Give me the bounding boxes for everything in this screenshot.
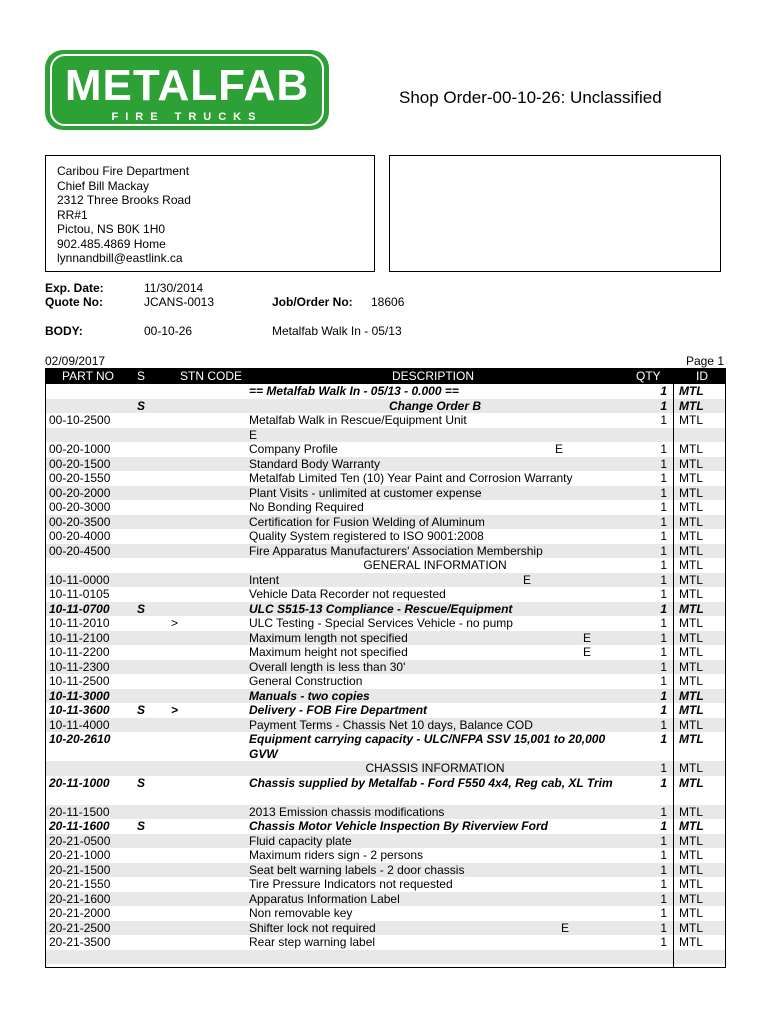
cell-qty: 1 xyxy=(660,674,667,688)
body-label: BODY: xyxy=(45,324,83,338)
cell-stn-code: > xyxy=(171,616,179,630)
table-row xyxy=(46,877,725,892)
cell-qty: 1 xyxy=(660,862,667,877)
cell-part-no: 20-21-2000 xyxy=(49,906,111,920)
cell-description: Payment Terms - Chassis Net 10 days, Balance COD xyxy=(249,717,533,732)
cell-qty: 1 xyxy=(660,717,667,732)
cell-qty: 1 xyxy=(660,877,667,891)
cell-qty: 1 xyxy=(660,558,667,572)
cell-part-no: 10-11-2100 xyxy=(49,630,110,645)
cell-qty: 1 xyxy=(660,514,667,529)
table-row xyxy=(46,732,725,761)
cell-part-no: 20-11-1500 xyxy=(49,804,110,819)
cell-id: MTL xyxy=(679,819,704,833)
table-row xyxy=(46,863,725,878)
cell-qty: 1 xyxy=(660,688,667,703)
cell-qty: 1 xyxy=(660,848,667,862)
cell-description: Non removable key xyxy=(249,906,353,920)
cell-description: Manuals - two copies xyxy=(249,688,370,703)
table-header xyxy=(46,369,725,384)
cell-stn-code: > xyxy=(171,703,179,717)
cell-qty: 1 xyxy=(660,906,667,920)
table-row xyxy=(46,660,725,675)
cell-qty: 1 xyxy=(660,485,667,500)
cell-description: Tire Pressure Indicators not requested xyxy=(249,877,453,891)
cell-part-no: 10-11-0700 xyxy=(49,601,110,616)
cell-id: MTL xyxy=(679,688,704,703)
cell-description: Maximum height not specified xyxy=(249,645,408,659)
metalfab-logo xyxy=(45,50,329,130)
page-number: Page 1 xyxy=(685,354,724,368)
cell-qty: 1 xyxy=(660,471,667,485)
cell-id: MTL xyxy=(679,920,703,935)
exp-date-label: Exp. Date: xyxy=(45,281,104,295)
cell-part-no: 00-20-4500 xyxy=(49,543,111,558)
table-row xyxy=(46,718,725,733)
cell-id: MTL xyxy=(679,471,703,485)
cell-description: Fluid capacity plate xyxy=(249,833,352,848)
table-row xyxy=(46,471,725,486)
customer-line: 2312 Three Brooks Road xyxy=(57,193,191,207)
cell-part-no: 20-21-1000 xyxy=(49,848,111,862)
cell-s: S xyxy=(137,819,146,833)
cell-id: MTL xyxy=(679,485,703,500)
cell-id: MTL xyxy=(679,848,703,862)
cell-qty: 1 xyxy=(660,819,667,833)
cell-description: Intent xyxy=(249,572,280,587)
column-divider xyxy=(673,369,674,967)
cell-id: MTL xyxy=(679,398,704,413)
logo-subtext: FIRE TRUCKS xyxy=(111,111,263,123)
cell-s: S xyxy=(137,775,146,790)
cell-id: MTL xyxy=(679,543,703,558)
table-row xyxy=(46,892,725,907)
cell-part-no: 00-20-3000 xyxy=(49,500,111,514)
cell-part-no: 00-20-2000 xyxy=(49,485,111,500)
cell-qty: 1 xyxy=(660,543,667,558)
cell-description: Metalfab Limited Ten (10) Year Paint and Corrosion Warranty xyxy=(249,471,573,485)
cell-part-no: 10-20-2610 xyxy=(49,732,111,746)
table-body xyxy=(46,384,725,968)
cell-part-no: 20-11-1600 xyxy=(49,819,110,833)
col-stn-code: STN CODE xyxy=(180,369,243,383)
cell-description: Vehicle Data Recorder not requested xyxy=(249,587,446,601)
cell-qty: 1 xyxy=(660,891,667,906)
table-row xyxy=(46,819,725,834)
cell-id: MTL xyxy=(679,891,703,906)
cell-description: Shifter lock not required xyxy=(249,920,376,935)
table-row xyxy=(46,689,725,704)
cell-id: MTL xyxy=(679,659,703,674)
table-row xyxy=(46,544,725,559)
cell-id: MTL xyxy=(679,906,703,920)
cell-description: Delivery - FOB Fire Department xyxy=(249,703,428,717)
cell-qty: 1 xyxy=(660,804,667,819)
table-row xyxy=(46,631,725,646)
customer-line: lynnandbill@eastlink.ca xyxy=(57,251,183,265)
customer-address-box xyxy=(45,155,375,272)
shipping-address-box xyxy=(389,155,721,272)
cell-description: General Construction xyxy=(249,674,363,688)
job-order-label: Job/Order No: xyxy=(272,295,353,309)
cell-id: MTL xyxy=(679,804,703,819)
cell-id: MTL xyxy=(679,630,703,645)
cell-id: MTL xyxy=(679,572,703,587)
cell-id: MTL xyxy=(679,384,704,398)
cell-qty: 1 xyxy=(660,413,667,427)
cell-id: MTL xyxy=(679,862,703,877)
cell-part-no: 00-10-2500 xyxy=(49,413,111,427)
cell-description: ULC Testing - Special Services Vehicle - no pump xyxy=(249,616,513,630)
cell-part-no: 20-21-1500 xyxy=(49,862,111,877)
cell-e-flag: E xyxy=(523,572,532,587)
cell-description: No Bonding Required xyxy=(249,500,364,514)
cell-e-flag: E xyxy=(555,442,564,456)
table-row xyxy=(46,457,725,472)
cell-s: S xyxy=(137,601,146,616)
print-date: 02/09/2017 xyxy=(45,354,106,368)
cell-part-no: 10-11-2200 xyxy=(49,645,110,659)
col-description: DESCRIPTION xyxy=(392,369,475,383)
job-order-value: 18606 xyxy=(371,295,405,309)
quote-no-label: Quote No: xyxy=(45,295,103,309)
cell-qty: 1 xyxy=(660,703,667,717)
cell-id: MTL xyxy=(679,935,703,949)
cell-qty: 1 xyxy=(660,775,667,790)
cell-qty: 1 xyxy=(660,833,667,848)
cell-qty: 1 xyxy=(660,500,667,514)
quote-no-value: JCANS-0013 xyxy=(144,295,215,309)
cell-description: GENERAL INFORMATION xyxy=(363,558,507,572)
table-row xyxy=(46,384,725,399)
cell-description: Fire Apparatus Manufacturers' Association Membership xyxy=(249,543,543,558)
table-row xyxy=(46,486,725,501)
document-title: Shop Order-00-10-26: Unclassified xyxy=(399,88,662,107)
cell-id: MTL xyxy=(679,616,703,630)
cell-qty: 1 xyxy=(660,645,667,659)
cell-id: MTL xyxy=(679,601,704,616)
cell-id: MTL xyxy=(679,442,703,456)
customer-line: RR#1 xyxy=(57,207,88,222)
cell-id: MTL xyxy=(679,413,703,427)
cell-part-no: 00-20-1000 xyxy=(49,442,111,456)
table-row xyxy=(46,587,725,602)
table-row xyxy=(46,834,725,849)
cell-description: Maximum riders sign - 2 persons xyxy=(249,848,424,862)
cell-qty: 1 xyxy=(660,601,667,616)
table-row xyxy=(46,602,725,617)
cell-part-no: 10-11-2010 xyxy=(49,616,110,630)
cell-qty: 1 xyxy=(660,616,667,630)
cell-part-no: 20-21-0500 xyxy=(49,833,111,848)
cell-description: Quality System registered to ISO 9001:2008 xyxy=(249,529,484,543)
cell-part-no: 00-20-4000 xyxy=(49,529,111,543)
table-row-empty xyxy=(46,950,725,965)
cell-description: Change Order B xyxy=(388,398,481,413)
cell-s: S xyxy=(137,703,146,717)
table-row xyxy=(46,935,725,950)
cell-description: ULC S515-13 Compliance - Rescue/Equipment xyxy=(249,601,513,616)
cell-qty: 1 xyxy=(660,442,667,456)
cell-description: Metalfab Walk in Rescue/Equipment Unit xyxy=(249,413,467,427)
cell-description: Rear step warning label xyxy=(249,935,376,949)
cell-description: CHASSIS INFORMATION xyxy=(365,761,505,775)
col-part-no: PART NO xyxy=(62,369,115,383)
table-row xyxy=(46,515,725,530)
cell-e-flag: E xyxy=(561,920,570,935)
cell-part-no: 10-11-0000 xyxy=(49,572,110,587)
cell-description: Maximum length not specified xyxy=(249,630,408,645)
table-row-empty xyxy=(46,964,725,968)
cell-qty: 1 xyxy=(660,630,667,645)
customer-line: Pictou, NS B0K 1H0 xyxy=(57,222,166,236)
customer-line: 902.485.4869 Home xyxy=(57,236,166,251)
cell-qty: 1 xyxy=(660,529,667,543)
cell-qty: 1 xyxy=(660,587,667,601)
table-row xyxy=(46,558,725,573)
cell-id: MTL xyxy=(679,645,703,659)
cell-qty: 1 xyxy=(660,659,667,674)
table-row xyxy=(46,399,725,414)
cell-description: Equipment carrying capacity - ULC/NFPA SSV 15,001 to 20,000 GVW xyxy=(249,732,606,761)
cell-part-no: 20-11-1000 xyxy=(49,775,110,790)
table-row xyxy=(46,529,725,544)
table-row xyxy=(46,906,725,921)
cell-description: Standard Body Warranty xyxy=(249,456,380,471)
cell-part-no: 10-11-3000 xyxy=(49,688,110,703)
cell-part-no: 10-11-2500 xyxy=(49,674,110,688)
col-s: S xyxy=(137,369,146,383)
cell-part-no: 00-20-1500 xyxy=(49,456,111,471)
cell-description: Overall length is less than 30' xyxy=(249,659,406,674)
cell-e-flag: E xyxy=(583,645,592,659)
cell-id: MTL xyxy=(679,587,703,601)
table-row xyxy=(46,442,725,457)
cell-s: S xyxy=(137,398,146,413)
cell-description: == Metalfab Walk In - 05/13 - 0.000 == xyxy=(249,384,459,398)
cell-qty: 1 xyxy=(660,920,667,935)
cell-id: MTL xyxy=(679,717,703,732)
cell-qty: 1 xyxy=(660,384,667,398)
cell-id: MTL xyxy=(679,877,703,891)
cell-part-no: 00-20-1550 xyxy=(49,471,111,485)
cell-part-no: 20-21-3500 xyxy=(49,935,111,949)
cell-part-no: 10-11-0105 xyxy=(49,587,110,601)
cell-part-no: 20-21-1550 xyxy=(49,877,111,891)
cell-id: MTL xyxy=(679,500,703,514)
table-row xyxy=(46,413,725,428)
body-description: Metalfab Walk In - 05/13 xyxy=(272,324,402,338)
table-row xyxy=(46,674,725,689)
cell-description: Certification for Fusion Welding of Aluminum xyxy=(249,514,485,529)
table-row xyxy=(46,776,725,805)
cell-description: Plant Visits - unlimited at customer expense xyxy=(249,485,482,500)
table-row xyxy=(46,645,725,660)
cell-qty: 1 xyxy=(660,456,667,471)
table-row xyxy=(46,428,725,443)
cell-id: MTL xyxy=(679,529,703,543)
cell-id: MTL xyxy=(679,703,704,717)
cell-description: 2013 Emission chassis modifications xyxy=(249,804,445,819)
customer-line: Chief Bill Mackay xyxy=(57,178,150,193)
cell-id: MTL xyxy=(679,833,703,848)
cell-description: Chassis Motor Vehicle Inspection By Riverview Ford xyxy=(249,819,548,833)
table-row xyxy=(46,573,725,588)
cell-description: Company Profile xyxy=(249,442,338,456)
cell-id: MTL xyxy=(679,456,703,471)
cell-description: Chassis supplied by Metalfab - Ford F550 4x4, Reg cab, XL Trim xyxy=(249,775,613,790)
cell-part-no: 20-21-1600 xyxy=(49,891,111,906)
logo-wordmark: METALFAB xyxy=(64,61,310,110)
col-id: ID xyxy=(696,369,708,383)
cell-qty: 1 xyxy=(660,935,667,949)
cell-id: MTL xyxy=(679,674,703,688)
table-row xyxy=(46,805,725,820)
cell-description: E xyxy=(249,427,258,442)
cell-description: Seat belt warning labels - 2 door chassis xyxy=(249,862,465,877)
cell-part-no: 10-11-4000 xyxy=(49,717,110,732)
table-row xyxy=(46,616,725,631)
table-row xyxy=(46,921,725,936)
order-items-table xyxy=(45,368,726,968)
customer-line: Caribou Fire Department xyxy=(57,164,190,178)
cell-id: MTL xyxy=(679,558,703,572)
cell-description: Apparatus Information Label xyxy=(249,891,400,906)
cell-e-flag: E xyxy=(583,630,592,645)
cell-id: MTL xyxy=(679,732,704,746)
cell-qty: 1 xyxy=(660,732,667,746)
table-row xyxy=(46,761,725,776)
cell-qty: 1 xyxy=(660,761,667,775)
body-value: 00-10-26 xyxy=(144,324,193,338)
cell-qty: 1 xyxy=(660,398,667,413)
cell-part-no: 10-11-3600 xyxy=(49,703,110,717)
cell-part-no: 00-20-3500 xyxy=(49,514,111,529)
table-row xyxy=(46,703,725,718)
table-row xyxy=(46,848,725,863)
cell-id: MTL xyxy=(679,761,703,775)
cell-id: MTL xyxy=(679,514,703,529)
exp-date-value: 11/30/2014 xyxy=(144,281,204,295)
cell-part-no: 20-21-2500 xyxy=(49,920,111,935)
table-row xyxy=(46,500,725,515)
cell-id: MTL xyxy=(679,775,704,790)
cell-qty: 1 xyxy=(660,572,667,587)
col-qty: QTY xyxy=(636,369,661,383)
cell-part-no: 10-11-2300 xyxy=(49,659,110,674)
